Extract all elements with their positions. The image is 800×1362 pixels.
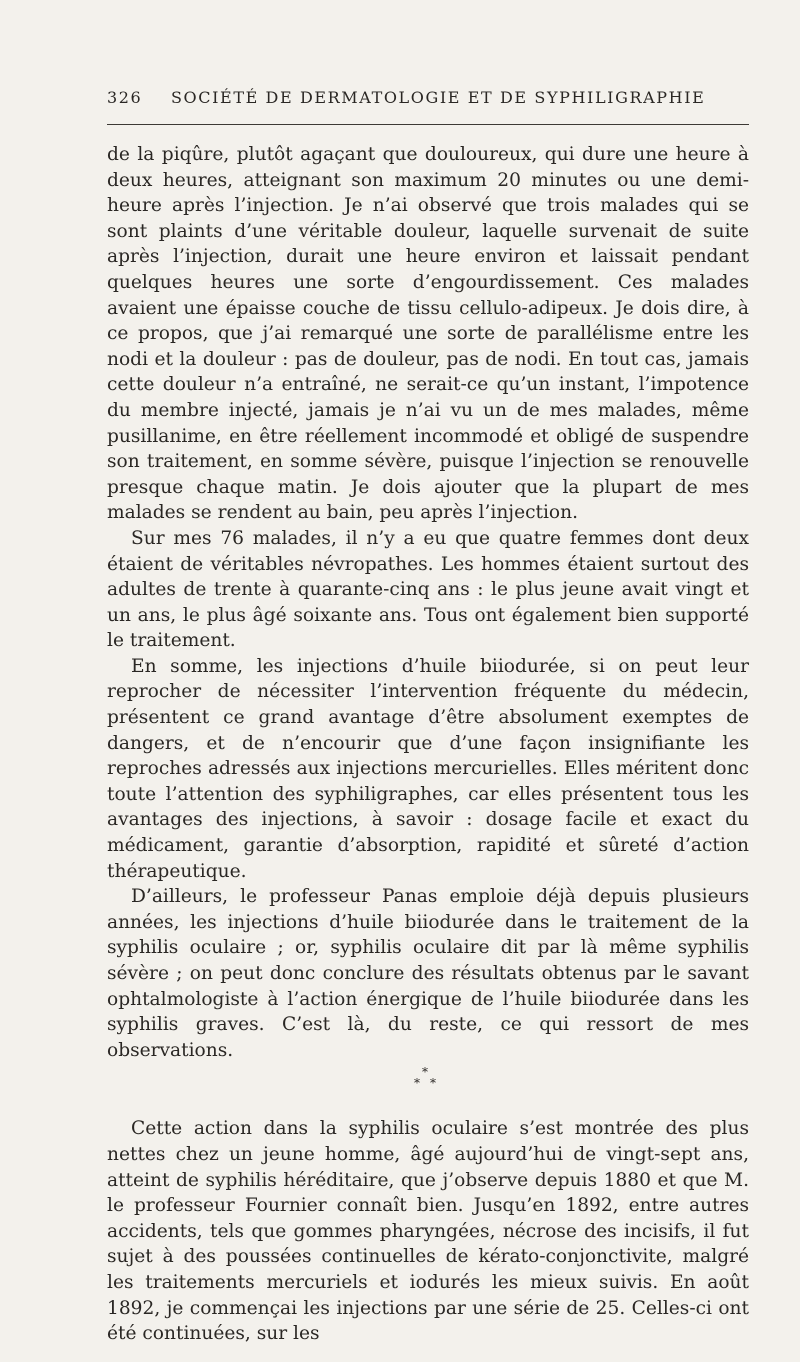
- paragraph: Cette action dans la syphilis oculaire s’est montrée des plus nettes chez un jeune homme, âgé aujourd’hui de vingt-sept ans, atteint de syphilis héréditaire, que j’observe depuis 1880 et que M. le professeur Fournier connaît bien. Jusqu’en 1892, entre autres accidents, tels que gommes pharyngées, nécrose des incisifs, il fut sujet à des poussées continuelles de kérato-conjonctivite, malgré les traitements mercuriels et iodurés les mieux suivis. En août 1892, je commençai les injections par une série de 25. Celles-ci ont été continuées, sur les: [107, 1118, 749, 1345]
- page-number: 326: [107, 88, 143, 107]
- asterism-star: *: [430, 1076, 436, 1091]
- asterism-separator: [107, 1063, 749, 1116]
- paragraph: de la piqûre, plutôt agaçant que douloureux, qui dure une heure à deux heures, atteignant son maximum 20 minutes ou une demi-heure après l’injection. Je n’ai observé que trois malades qui se sont plaints d’une véritable douleur, laquelle survenait de suite après l’injection, durait une heure environ et laissait pendant quelques heures une sorte d’engourdissement. Ces malades avaient une épaisse couche de tissu cellulo-adipeux. Je dois dire, à ce propos, que j’ai remarqué une sorte de parallélisme entre les nodi et la douleur : pas de douleur, pas de nodi. En tout cas, jamais cette douleur n’a entraîné, ne serait-ce qu’un instant, l’impotence du membre injecté, jamais je n’ai vu un de mes malades, même pusillanime, en être réellement incommodé et obligé de suspendre son traitement, en somme sévère, puisque l’injection se renouvelle presque chaque matin. Je dois ajouter que la plupart de mes malades se rendent au bain, peu après l’injection.: [107, 144, 749, 524]
- paragraph: En somme, les injections d’huile biiodurée, si on peut leur reprocher de nécessiter l’intervention fréquente du médecin, présentent ce grand avantage d’être absolument exemptes de dangers, et de n’encourir que d’une façon insignifiante les reproches adressés aux injections mercurielles. Elles méritent donc toute l’attention des syphiligraphes, car elles présentent tous les avantages des injections, à savoir : dosage facile et exact du médicament, garantie d’absorption, rapidité et sûreté d’action thérapeutique.: [107, 655, 749, 882]
- running-head: SOCIÉTÉ DE DERMATOLOGIE ET DE SYPHILIGRAPHIE: [171, 88, 706, 107]
- page-header: [107, 88, 749, 114]
- asterism-star: *: [414, 1076, 420, 1091]
- body-text: [107, 142, 749, 1347]
- paragraph: D’ailleurs, le professeur Panas emploie déjà depuis plusieurs années, les injections d’huile biiodurée dans le traitement de la syphilis oculaire ; or, syphilis oculaire dit par là même syphilis sévère ; on peut donc conclure des résultats obtenus par le savant ophtalmologiste à l’action énergique de l’huile biiodurée dans les syphilis graves. C’est là, du reste, ce qui ressort de mes observations.: [107, 886, 749, 1061]
- asterism-star: *: [422, 1065, 428, 1080]
- paragraph: Sur mes 76 malades, il n’y a eu que quatre femmes dont deux étaient de véritables névropathes. Les hommes étaient surtout des adultes de trente à quarante-cinq ans : le plus jeune avait vingt et un ans, le plus âgé soixante ans. Tous ont également bien supporté le traitement.: [107, 527, 749, 652]
- header-rule: [107, 124, 749, 125]
